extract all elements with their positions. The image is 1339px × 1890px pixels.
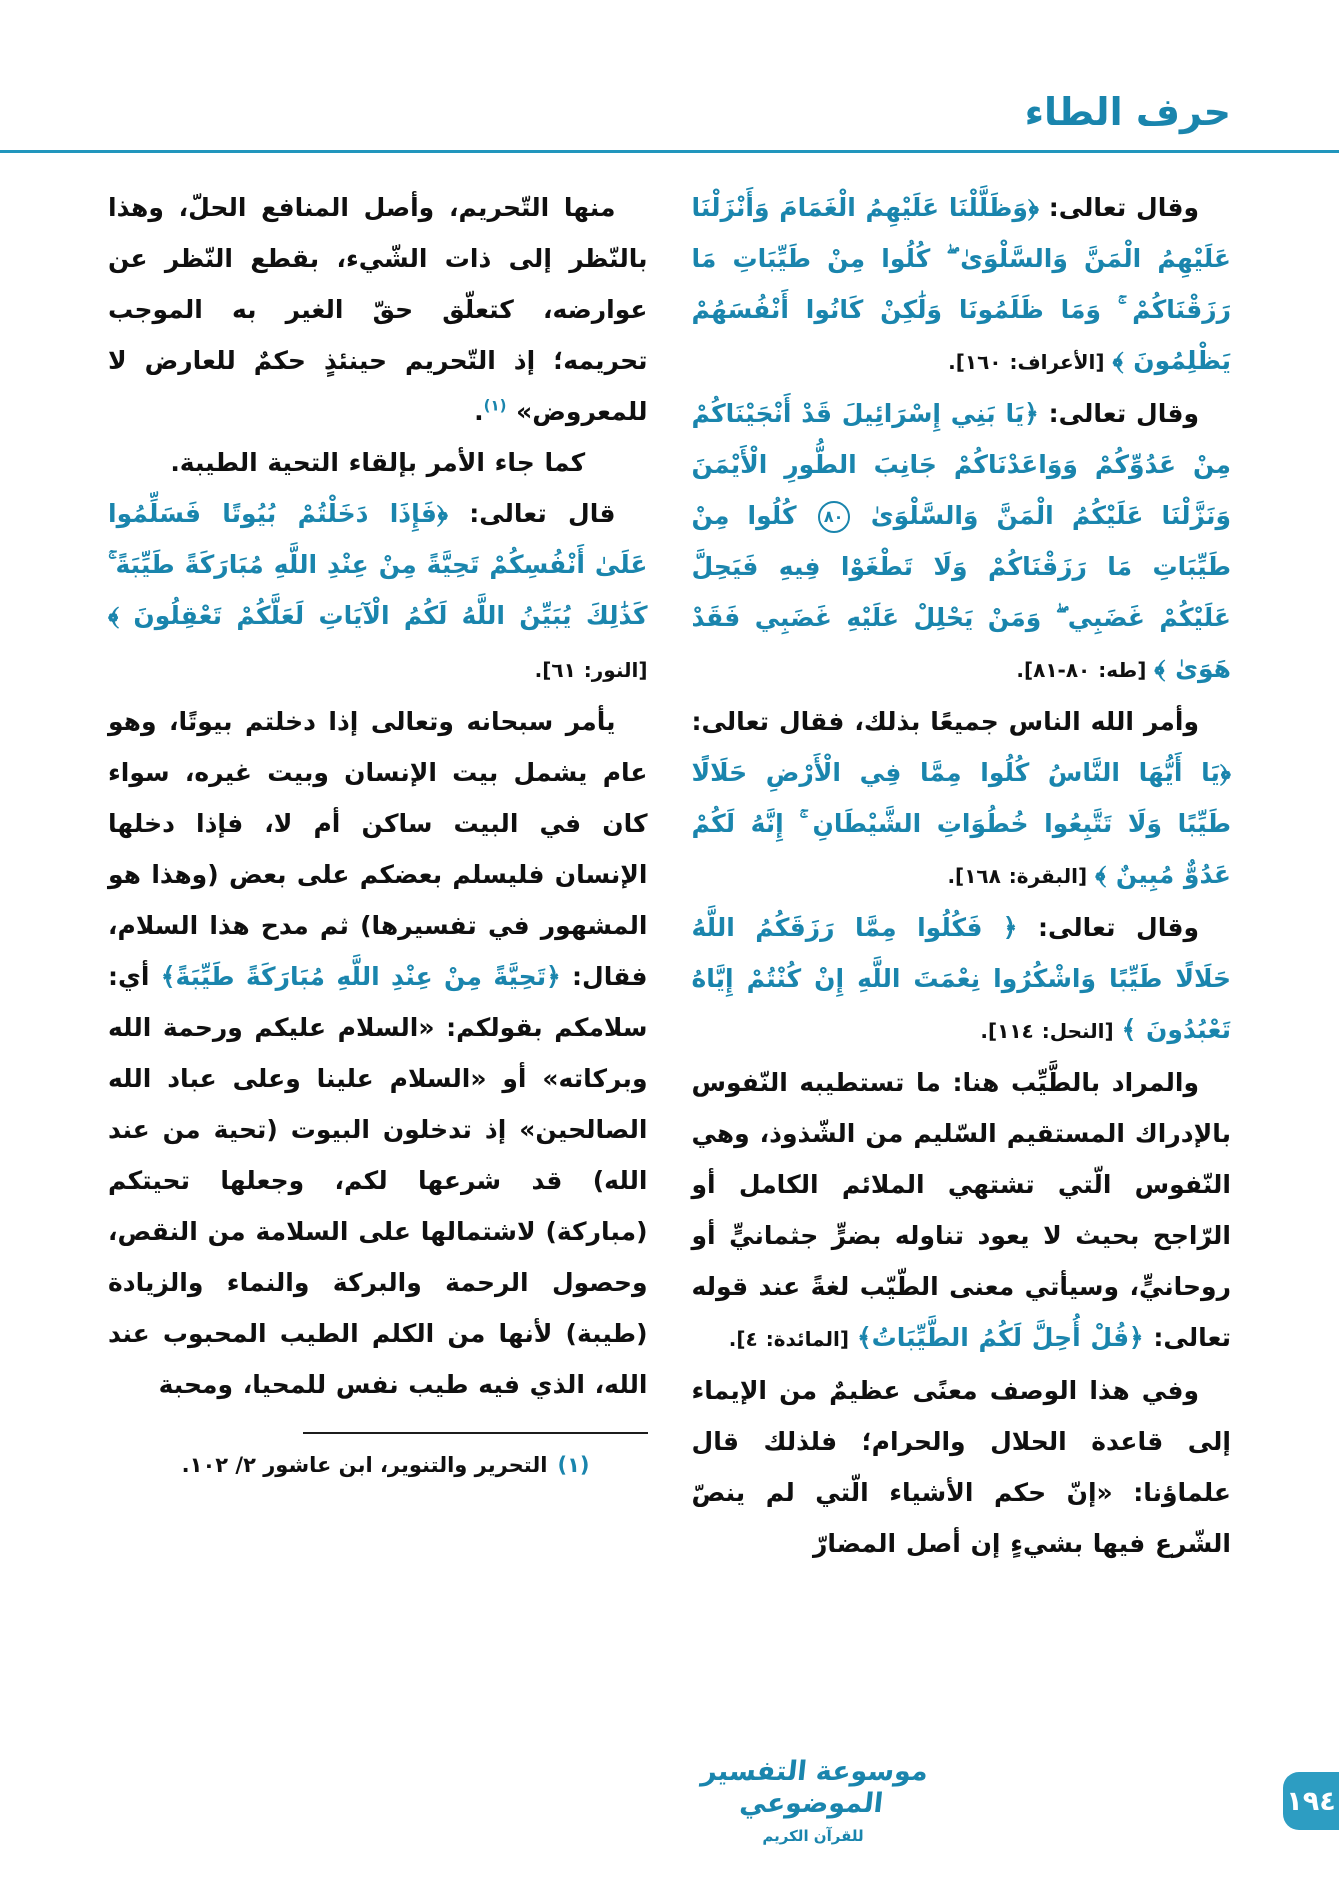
- footnote-marker: (١): [483, 396, 507, 415]
- body-text: وقال تعالى:: [1017, 913, 1199, 942]
- paragraph: [692, 1365, 1232, 1569]
- ayah-number: ٨٠: [818, 501, 850, 533]
- body-text: وفي هذا الوصف معنًى عظيمٌ من الإيماء إلى قاعدة الحلال والحرام؛ فلذلك قال علماؤنا: «إنّ حكم الأشياء الّتي لم ينصّ الشّرع فيها بشيءٍ إن أصل المضارّ: [691, 1376, 1231, 1558]
- left-column: [108, 182, 648, 1482]
- verse-citation: [البقرة: ١٦٨].: [947, 864, 1096, 888]
- footnote-block: [108, 1432, 648, 1482]
- page-number-badge: ١٩٤: [1283, 1772, 1339, 1830]
- verse-citation: [النحل: ١١٤].: [980, 1019, 1122, 1043]
- publisher-logo-subtitle: للقرآن الكريم: [762, 1826, 864, 1845]
- verse-citation: [النور: ٦١].: [534, 658, 648, 682]
- footnote: [108, 1448, 648, 1482]
- paragraph: [108, 488, 648, 696]
- verse-citation: [الأعراف: ١٦٠].: [948, 350, 1113, 374]
- quran-verse: ﴿تَحِيَّةً مِنْ عِنْدِ اللَّهِ مُبَارَكَةً طَيِّبَةً﴾: [160, 962, 561, 991]
- quran-verse: ﴿وَظَلَّلْنَا عَلَيْهِمُ الْغَمَامَ وَأَنْزَلْنَا عَلَيْهِمُ الْمَنَّ وَالسَّلْوَىٰ ۖ كُلُوا مِنْ طَيِّبَاتِ مَا رَزَقْنَاكُمْ ۚ وَمَا ظَلَمُونَا وَلَٰكِنْ كَانُوا أَنْفُسَهُمْ يَظْلِمُونَ ﴾: [691, 193, 1231, 375]
- quran-verse: ﴿يَا أَيُّهَا النَّاسُ كُلُوا مِمَّا فِي الْأَرْضِ حَلَالًا طَيِّبًا وَلَا تَتَّبِعُوا خُطُوَاتِ الشَّيْطَانِ ۚ إِنَّهُ لَكُمْ عَدُوٌّ مُبِينٌ ﴾: [691, 758, 1231, 889]
- footnote-number: (١): [557, 1453, 590, 1477]
- paragraph: [692, 1057, 1232, 1365]
- paragraph: [692, 388, 1232, 696]
- body-text: قال تعالى:: [447, 499, 616, 528]
- paragraph: [692, 696, 1232, 902]
- verse-citation: [المائدة: ٤].: [728, 1327, 857, 1351]
- body-text: .: [474, 397, 484, 426]
- body-text: أي: سلامكم بقولكم: «السلام عليكم ورحمة الله وبركاته» أو «السلام علينا وعلى عباد الله الصالحين» إذ تدخلون البيوت (تحية من عند الله) قد شرعها لكم، وجعلها تحيتكم (مباركة) لاشتمالها على السلامة من النقص، وحصول الرحمة والبركة والنماء والزيادة (طيبة) لأنها من الكلم الطيب المحبوب عند الله، الذي فيه طيب نفس للمحيا، ومحبة: [108, 962, 648, 1399]
- verse-citation: [طه: ٨٠-٨١].: [1016, 658, 1155, 682]
- publisher-logo-title: موسوعة التفسير الموضوعي: [699, 1756, 930, 1820]
- text-columns: [108, 182, 1231, 1569]
- quran-verse: ﴿يَا بَنِي إِسْرَائِيلَ قَدْ أَنْجَيْنَاكُمْ مِنْ عَدُوِّكُمْ وَوَاعَدْنَاكُمْ جَانِبَ الطُّورِ الْأَيْمَنَ وَنَزَّلْنَا عَلَيْكُمُ الْمَنَّ وَالسَّلْوَىٰ: [691, 399, 1231, 530]
- paragraph: [108, 182, 648, 437]
- body-text: وأمر الله الناس جميعًا بذلك، فقال تعالى:: [691, 707, 1199, 736]
- paragraph: [108, 696, 648, 1410]
- chapter-title: حرف الطاء: [1024, 90, 1231, 134]
- body-text: منها التّحريم، وأصل المنافع الحلّ، وهذا بالنّظر إلى ذات الشّيء، بقطع النّظر عن عوارضه، كتعلّق حقّ الغير به الموجب تحريمه؛ إذ التّحريم حينئذٍ حكمٌ للعارض لا للمعروض»: [108, 193, 648, 426]
- body-text: والمراد بالطَّيِّب هنا: ما تستطيبه النّفوس بالإدراك المستقيم السّليم من الشّذوذ، وهي النّفوس الّتي تشتهي الملائم الكامل أو الرّاجح بحيث لا يعود تناوله بضرٍّ جثمانيٍّ أو روحانيٍّ، وسيأتي معنى الطّيّب لغةً عند قوله تعالى:: [691, 1068, 1231, 1352]
- footnote-text: التحرير والتنوير، ابن عاشور ٢/ ١٠٢.: [181, 1453, 548, 1477]
- paragraph: [692, 182, 1232, 388]
- paragraph: [692, 902, 1232, 1057]
- body-text: يأمر سبحانه وتعالى إذا دخلتم بيوتًا، وهو عام يشمل بيت الإنسان وبيت غيره، سواء كان في البيت ساكن أم لا، فإذا دخلها الإنسان فليسلم بعضكم على بعض (وهذا هو المشهور في تفسيرها) ثم مدح هذا السلام، فقال:: [108, 707, 648, 991]
- quran-verse: ﴿ فَكُلُوا مِمَّا رَزَقَكُمُ اللَّهُ حَلَالًا طَيِّبًا وَاشْكُرُوا نِعْمَتَ اللَّهِ إِنْ كُنْتُمْ إِيَّاهُ تَعْبُدُونَ ﴾: [691, 913, 1231, 1044]
- right-column: [692, 182, 1232, 1569]
- section-heading: [108, 437, 648, 488]
- body-text: وقال تعالى:: [1039, 193, 1199, 222]
- quran-verse: كُلُوا مِنْ طَيِّبَاتِ مَا رَزَقْنَاكُمْ وَلَا تَطْغَوْا فِيهِ فَيَحِلَّ عَلَيْكُمْ غَضَبِي ۖ وَمَنْ يَحْلِلْ عَلَيْهِ غَضَبِي فَقَدْ هَوَىٰ ﴾: [691, 501, 1231, 683]
- publisher-logo: [695, 1756, 931, 1845]
- quran-verse: ﴿فَإِذَا دَخَلْتُمْ بُيُوتًا فَسَلِّمُوا عَلَىٰ أَنْفُسِكُمْ تَحِيَّةً مِنْ عِنْدِ اللَّهِ مُبَارَكَةً طَيِّبَةً ۚ كَذَٰلِكَ يُبَيِّنُ اللَّهُ لَكُمُ الْآيَاتِ لَعَلَّكُمْ تَعْقِلُونَ ﴾: [108, 499, 648, 630]
- quran-verse: ﴿قُلْ أُحِلَّ لَكُمُ الطَّيِّبَاتُ﴾: [856, 1323, 1144, 1352]
- footnote-divider: [303, 1432, 648, 1434]
- body-text: وقال تعالى:: [1038, 399, 1200, 428]
- body-text: كما جاء الأمر بإلقاء التحية الطيبة.: [170, 448, 586, 477]
- header-divider: [0, 150, 1339, 153]
